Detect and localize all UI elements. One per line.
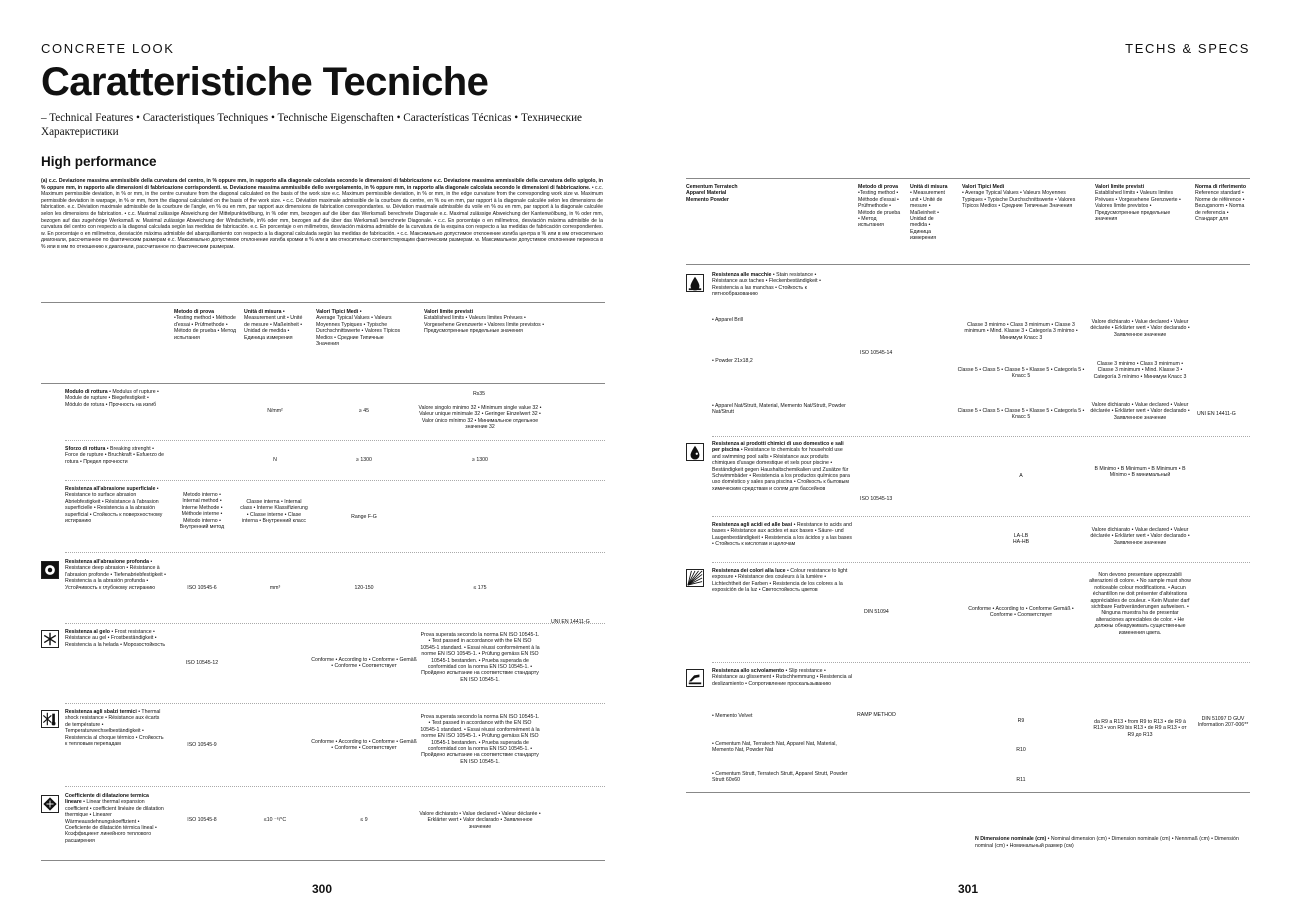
row-limits: Prova superata secondo la norma EN ISO 10545-1. • Test passed in accordance with the EN ISO 10545-1 standard. • Essai réussi conformément à la norme EN ISO 10545-1. • Prüfung gemäss EN ISO 10545-1 bestanden. • Prueba superada de conformidad con la norma EN ISO 10545-1. • Пройдено испытание на соответствие стандарту EN ISO 10545-1. <box>420 632 540 683</box>
header-typical: Valori Tipici Medi • Average Typical Values • Valeurs Moyennes Typiques • Typische Durchschnittswerte • Valores Típicos Medios • Средние Типичные Значения <box>316 309 401 348</box>
row-divider <box>65 440 605 441</box>
sub-label: • Cementum Strutt, Terratech Strutt, Apparel Strutt, Powder Strutt 60x60 <box>712 771 848 784</box>
table-row-label: Coefficiente di dilatazione termica lineare • Linear thermal expansion coefficient • coefficient linéaire de dilatation thermique • Linearer Wärmeausdehnungskoeffizient • Coeficiente de dilatación térmica lineal • Коэффициент линейного теплового расширения <box>65 793 164 844</box>
row-divider <box>712 516 1250 517</box>
light-method: DIN 51094 <box>864 609 889 615</box>
row-limits: Valore dichiarato • Value declared • Valeur déclarée • Erklärter wert • Valor declarado • Заявленное значение <box>419 811 541 830</box>
sub-typical: R11 <box>1016 777 1026 783</box>
row-method: ISO 10545-12 <box>185 660 219 666</box>
row-typical: Range F-G <box>351 514 377 520</box>
table-row-label: Resistenza al gelo • Frost resistance • Résistance au gel • Frostbeständigkeit • Resistencia a la helada • Морозостойкость <box>65 629 166 648</box>
footnote: N Dimensione nominale (cm) • Nominal dimension (cm) • Dimension nominale (cm) • Nennmaß (cm) • Dimensión nominal (cm) • Номинальный размер (см) <box>975 836 1239 849</box>
header-method: Metodo di prova •Testing method • Méthode d'essai • Prüfmethode • Método de prueba • Метод испытания <box>174 309 237 341</box>
header-limits: Valori limite previsti Established limits • Valeurs limites Prévues • Vorgesehene Grenzwerte • Valores límite previstos • Предусмотренные предельные значения <box>424 309 545 335</box>
acid-typical: LA-LB HA-HB <box>1012 533 1030 546</box>
row-divider <box>712 662 1250 663</box>
row-unit: mm³ <box>269 585 281 591</box>
norm-label: DIN 51097 D GUV Information 207-006** <box>1197 716 1249 729</box>
section-kicker: CONCRETE LOOK <box>41 41 175 56</box>
row-label-acids: Resistenza agli acidi ed alle basi • Resistance to acids and bases • Résistance aux acides et aux bases • Säure- und Laugenbeständigkeit • Resistencia a los ácidos y a las bases • Стойкость к кислотам и щелочам <box>712 522 852 548</box>
row-method: ISO 10545-8 <box>187 817 217 823</box>
sub-typical: Classe 3 minimo • Class 3 minimum • Classe 3 minimum • Mind. Klasse 3 • Categoría 3 mínimo • Минимум Класс 3 <box>964 322 1078 341</box>
row-divider <box>65 786 605 787</box>
row-divider <box>712 562 1250 563</box>
sub-typical: R10 <box>1016 747 1026 753</box>
light-typical: Conforme • According to • Conforme Gemäß • Conforme • Соответствует <box>968 606 1074 619</box>
page-number: 301 <box>958 882 979 896</box>
sub-limits: Classe 3 minimo • Class 3 minimum • Classe 3 minimum • Mind. Klasse 3 • Categoría 3 mínimo • Минимум Класс 3 <box>1093 361 1187 380</box>
row-unit: ≤10 ⁻⁶/°C <box>263 817 287 823</box>
table-top-rule <box>41 302 605 303</box>
table-row-label: Resistenza agli sbalzi termici • Thermal shock resistance • Résistance aux écarts de température • Temperaturwechselbeständigkeit • Resistencia al choque térmico • Стойкость к тепловым перепадам <box>65 709 164 748</box>
row-typical: Conforme • According to • Conforme • Gemäß • Conforme • Соответствует <box>311 739 417 752</box>
chem-method: ISO 10545-13 <box>860 496 893 502</box>
light-limits: Non devono presentare apprezzabili alterazioni di colore. • No sample must show noticeable colour modifications. • Aucun échantillon ne doit présenter d'altérations appréciables de couleur. • Kein Muster darf sichtbare Farbveränderungen aufweisen. • Ninguna muestra ha de presentar alteraciones apreciables de color. • Не должны обнаруживать существенные изменения цвета. <box>1089 572 1191 636</box>
chemical-icon <box>686 443 704 461</box>
header-rule <box>41 383 605 384</box>
header-limits: Valori limite previsti Established limits • Valeurs limites Prévues • Vorgesehene Grenzwerte • Valores límite previstos • Предусмотренные предельные значения <box>1095 184 1181 223</box>
row-limits: Valore singolo minimo 32 • Minimum single value 32 • Valeur unique minimale 32 • Geringer Einzelwert 32 • Valor único mínimo 32 • Минимальное отдельное значение 32 <box>418 405 542 431</box>
row-limits: Prova superata secondo la norma EN ISO 10545-1. • Test passed in accordance with the EN ISO 10545-1 standard. • Essai réussi conformément à la norme EN ISO 10545-1. • Prüfung gemäss EN ISO 10545-1 bestanden. • Prueba superada de conformidad con la norma EN ISO 10545-1. • Пройдено испытание на соответствие стандарту EN ISO 10545-1. <box>420 714 540 765</box>
row-divider <box>712 436 1250 437</box>
row-limits: ≤ 175 <box>473 585 487 591</box>
row-typical: Conforme • According to • Conforme • Gemäß • Conforme • Соответствует <box>311 657 417 670</box>
row-label-light: Resistenza dei colori alla luce • Colour resistance to light exposure • Résistance des couleurs à la lumière • Lichtechtheit der Farben • Resistencia de los colores a la exposición de la luz • Светостойкость цветов <box>712 568 848 594</box>
table-row-label: Modulo di rottura • Modulus of rupture • Module de rupture • Biegefestigkeit • Módulo de rotura • Прочность на изгиб <box>65 389 159 408</box>
table-row-label: Sforzo di rottura • Breaking strenght • Force de rupture • Bruchkraft • Esfuerzo de rotura • Предел прочности <box>65 446 165 465</box>
row-extra: Rs35 <box>472 391 486 397</box>
row-unit: N <box>273 457 277 463</box>
slip-method: RAMP METHOD <box>857 712 896 718</box>
norm-label: UNI EN 14411-G <box>551 619 590 625</box>
intro-paragraph <box>41 178 603 251</box>
row-divider <box>65 623 605 624</box>
sub-label: • Memento Velvet <box>712 713 753 719</box>
row-typical: ≤ 9 <box>360 817 368 823</box>
slip-icon <box>686 669 704 687</box>
row-unit: Classe interna • Internal class • Interne Klassifizierung • Classe interne • Clase interna • Внутренний класс <box>240 499 308 525</box>
page-number: 300 <box>312 882 333 896</box>
chem-typical: A <box>1019 473 1023 479</box>
chem-limits: B Minimo • B Minimum • B Minimum • B Mínimo • B минимальный <box>1094 466 1186 479</box>
sub-typical: R9 <box>1017 718 1025 724</box>
header-unit: Unità di misura • Measurement unit • Unité de mesure • Maßeinheit • Unidad de medida • Единица измерения <box>910 184 948 242</box>
header-method: Metodo di prova •Testing method • Méthode d'essai • Prüfmethode • Método de prueba • Метод испытания <box>858 184 901 229</box>
thermal-expansion-icon <box>41 795 59 813</box>
row-method: ISO 10545-6 <box>187 585 217 591</box>
table-top-rule <box>686 178 1250 179</box>
stain-method: ISO 10545-14 <box>860 350 893 356</box>
header-norm: Norma di riferimento Reference standard • Norme de référence • Bezugsnorm • Norma de referencia • Стандарт для <box>1195 184 1247 223</box>
row-unit: N/mm² <box>267 408 283 414</box>
acid-limits: Valore dichiarato • Value declared • Valeur déclarée • Erklärter wert • Valor declarado • Заявленное значение <box>1090 527 1190 546</box>
header-rule <box>686 264 1250 265</box>
sub-label: • Powder 21x18,2 <box>712 358 753 364</box>
light-fastness-icon <box>686 569 704 587</box>
row-label-chemicals: Resistenza ai prodotti chimici di uso domestico e sali per piscina • Resistance to chemicals for household use and swimming pool salts • Résistance aux produits chimiques d'usage domestique et sels pour piscine • Beständigkeit gegen Haushaltschemikalien und Zusätze für Schwimmbäder • Resistencia a los productos químicos para uso doméstico y sales para piscina • Стойкость к бытовым химическим средствам и солям для бассейнов <box>712 441 850 492</box>
left-page <box>0 0 645 920</box>
header-unit: Unità di misura • Measurement unit • Unité de mesure • Maßeinheit • Unidad de medida • Единица измерения <box>244 309 303 341</box>
section-heading: High performance <box>41 154 157 169</box>
sub-label: • Apparel Brill <box>712 317 743 323</box>
deep-abrasion-icon <box>41 561 59 579</box>
page-subtitle: – Technical Features • Caracteristiques Techniques • Technische Eigenschaften • Características Técnicas • Технические Характеристики <box>41 112 583 138</box>
row-divider <box>65 480 605 481</box>
row-method: Metodo interno • Internal method • Interne Methode • Méthode interne • Método interno • Внутренний метод <box>179 492 225 531</box>
row-limits: ≥ 1300 <box>472 457 488 463</box>
header-typical: Valori Tipici Medi • Average Typical Values • Valeurs Moyennes Typiques • Typische Durchschnittswerte • Valores Típicos Medios • Средние Типичные Значения <box>962 184 1076 210</box>
norm-label: UNI EN 14411-G <box>1197 411 1236 417</box>
sub-typical: Classe 5 • Class 5 • Classe 5 • Klasse 5 • Categoría 5 • Класс 5 <box>957 408 1085 421</box>
table-row-label: Resistenza all'abrasione superficiale • Resistance to surface abrasion Abriebfestigkeit • Résistance à l'abrasion superficielle • Resistencia a la abrasión superficial • Стойкость к поверхностному истиранию <box>65 486 163 525</box>
intro-bold: (a) c.c. Deviazione massima ammissibile della curvatura del centro, in % oppure mm, in rapporto alla diagonale calcolata secondo le dimensioni di fabbricazione e.c. Deviazione massima ammissibile della curvatura dello spigolo, in % oppure mm, in rapporto alle dimensioni di fabbricazione corrispondenti. w. Deviazione massima ammissibile dello svergolamento, in % oppure mm, in rapporto alla diagonale calcolata secondo le dimensioni di fabbricazione. <box>41 178 603 191</box>
row-typical: ≥ 1300 <box>356 457 372 463</box>
frost-icon <box>41 630 59 648</box>
thermal-shock-icon <box>41 710 59 728</box>
table-bottom-rule <box>686 792 1250 793</box>
section-kicker: TECHS & SPECS <box>1125 41 1250 56</box>
row-method: ISO 10545-9 <box>187 742 217 748</box>
sub-label: • Cementum Nat, Terratech Nat, Apparel Nat, Material, Memento Nat, Powder Nat <box>712 741 837 754</box>
row-divider <box>65 703 605 704</box>
stain-icon <box>686 274 704 292</box>
table-row-label: Resistenza all'abrasione profonda • Resistance deep abrasion • Résistance à l'abrasion profonde • Tiefenabriebfestigkeit • Resistencia a la abrasión profunda • Устойчивость к глубокому истиранию <box>65 559 166 591</box>
sub-limits: Valore dichiarato • Value declared • Valeur déclarée • Erklärter wert • Valor declarado • Заявленное значение <box>1090 402 1190 421</box>
sub-label: • Apparel Nat/Strutt, Material, Memento Nat/Strutt, Powder Nat/Strutt <box>712 403 846 416</box>
row-typical: ≥ 45 <box>358 408 370 414</box>
sub-limits: Valore dichiarato • Value declared • Valeur déclarée • Erklärter wert • Valor declarado • Заявленное значение <box>1090 319 1190 338</box>
slip-limits: da R9 a R13 • from R9 to R13 • de R9 à R13 • von R9 bis R13 • de R9 a R13 • от R9 до R13 <box>1093 719 1187 738</box>
table-bottom-rule <box>41 860 605 861</box>
sub-typical: Classe 5 • Class 5 • Classe 5 • Klasse 5 • Categoría 5 • Класс 5 <box>957 367 1085 380</box>
intro-text: • c.c. Maximum permissible deviation, in % or mm, in the centre curvature from the diagonal calculated on the basis of the work size e.c. Maximum permissible deviation, in % or mm, in the edge curvature from the corresponding work size w. Maximum permissible deviation in warpage, in % or mm, from the diagonal calculated on the basis of the work size. • c.c. Déviation maximale admissible de la courbure du centre, en % ou en mm, par rapport à la diagonale calculée selon les dimensions de fabrication. e.c. Déviation maximale admissible de la courbure de l'angle, en % ou en mm, par rapport aux dimensions de fabrication correspondantes. w. Déviation maximale admissible du voile en % ou en mm, par rapport à la diagonale calculée selon les dimensions de fabrication. • c.c. Maximal zulässige Abweichung der Mittelpunktwölbung, in % oder mm, bezogen auf die über das Werksmaß berechnete Diagonale e.c. Maximal zulässige Abweichung der Kantenwölbung, in % oder mm, bezogen auf das zugehörige Werksmaß w. Maximal zulässige Abweichung der Windschiefe, in% oder mm, bezogen auf die über das Werksmaß berechnete Diagonale. • c.c. En porcentaje o en milímetros, desviación máxima admisible de la curvatura del centro con respecto a la diagonal calculada según las medidas de fabricación. e.c. En porcentaje o en milímetros, desviación máxima admisible de la curvatura de la esquina con respecto a las medidas de fabricación correspondientes. w. En porcentaje o en milímetros, desviación máxima admisible del abarquillamiento con respecto a la diagonal calculada según las medidas de fabricación. • c.c. Максимально допустимое отклонение изгиба центра в % или в мм относительно диагонали, рассчитанное по фактическим размерам e.c. Максимально допустимое отклонение изгиба кромки в % или в мм относительно соответствующим фактическим размерам. w. Максимальное допустимое отклонение перекоса в % или в мм по отношению к диагонали, рассчитанное по фактическим размерам. <box>41 184 603 250</box>
header-products: Cementum Terratech Apparel Material Memento Powder <box>686 184 738 203</box>
page-title: Caratteristiche Tecniche <box>41 60 489 104</box>
row-typical: 120-150 <box>354 585 374 591</box>
row-label-stain: Resistenza alle macchie • Stain resistance • Résistance aux taches • Fleckenbeständigkeit • Resistencia a las manchas • Стойкость к пятнообразованию <box>712 272 821 298</box>
row-divider <box>65 552 605 553</box>
row-label-slip: Resistenza allo scivolamento • Slip resistance • Résistance au glissement • Rutschhemmung • Resistencia al deslizamiento • Сопротивление проскальзыванию <box>712 668 853 687</box>
